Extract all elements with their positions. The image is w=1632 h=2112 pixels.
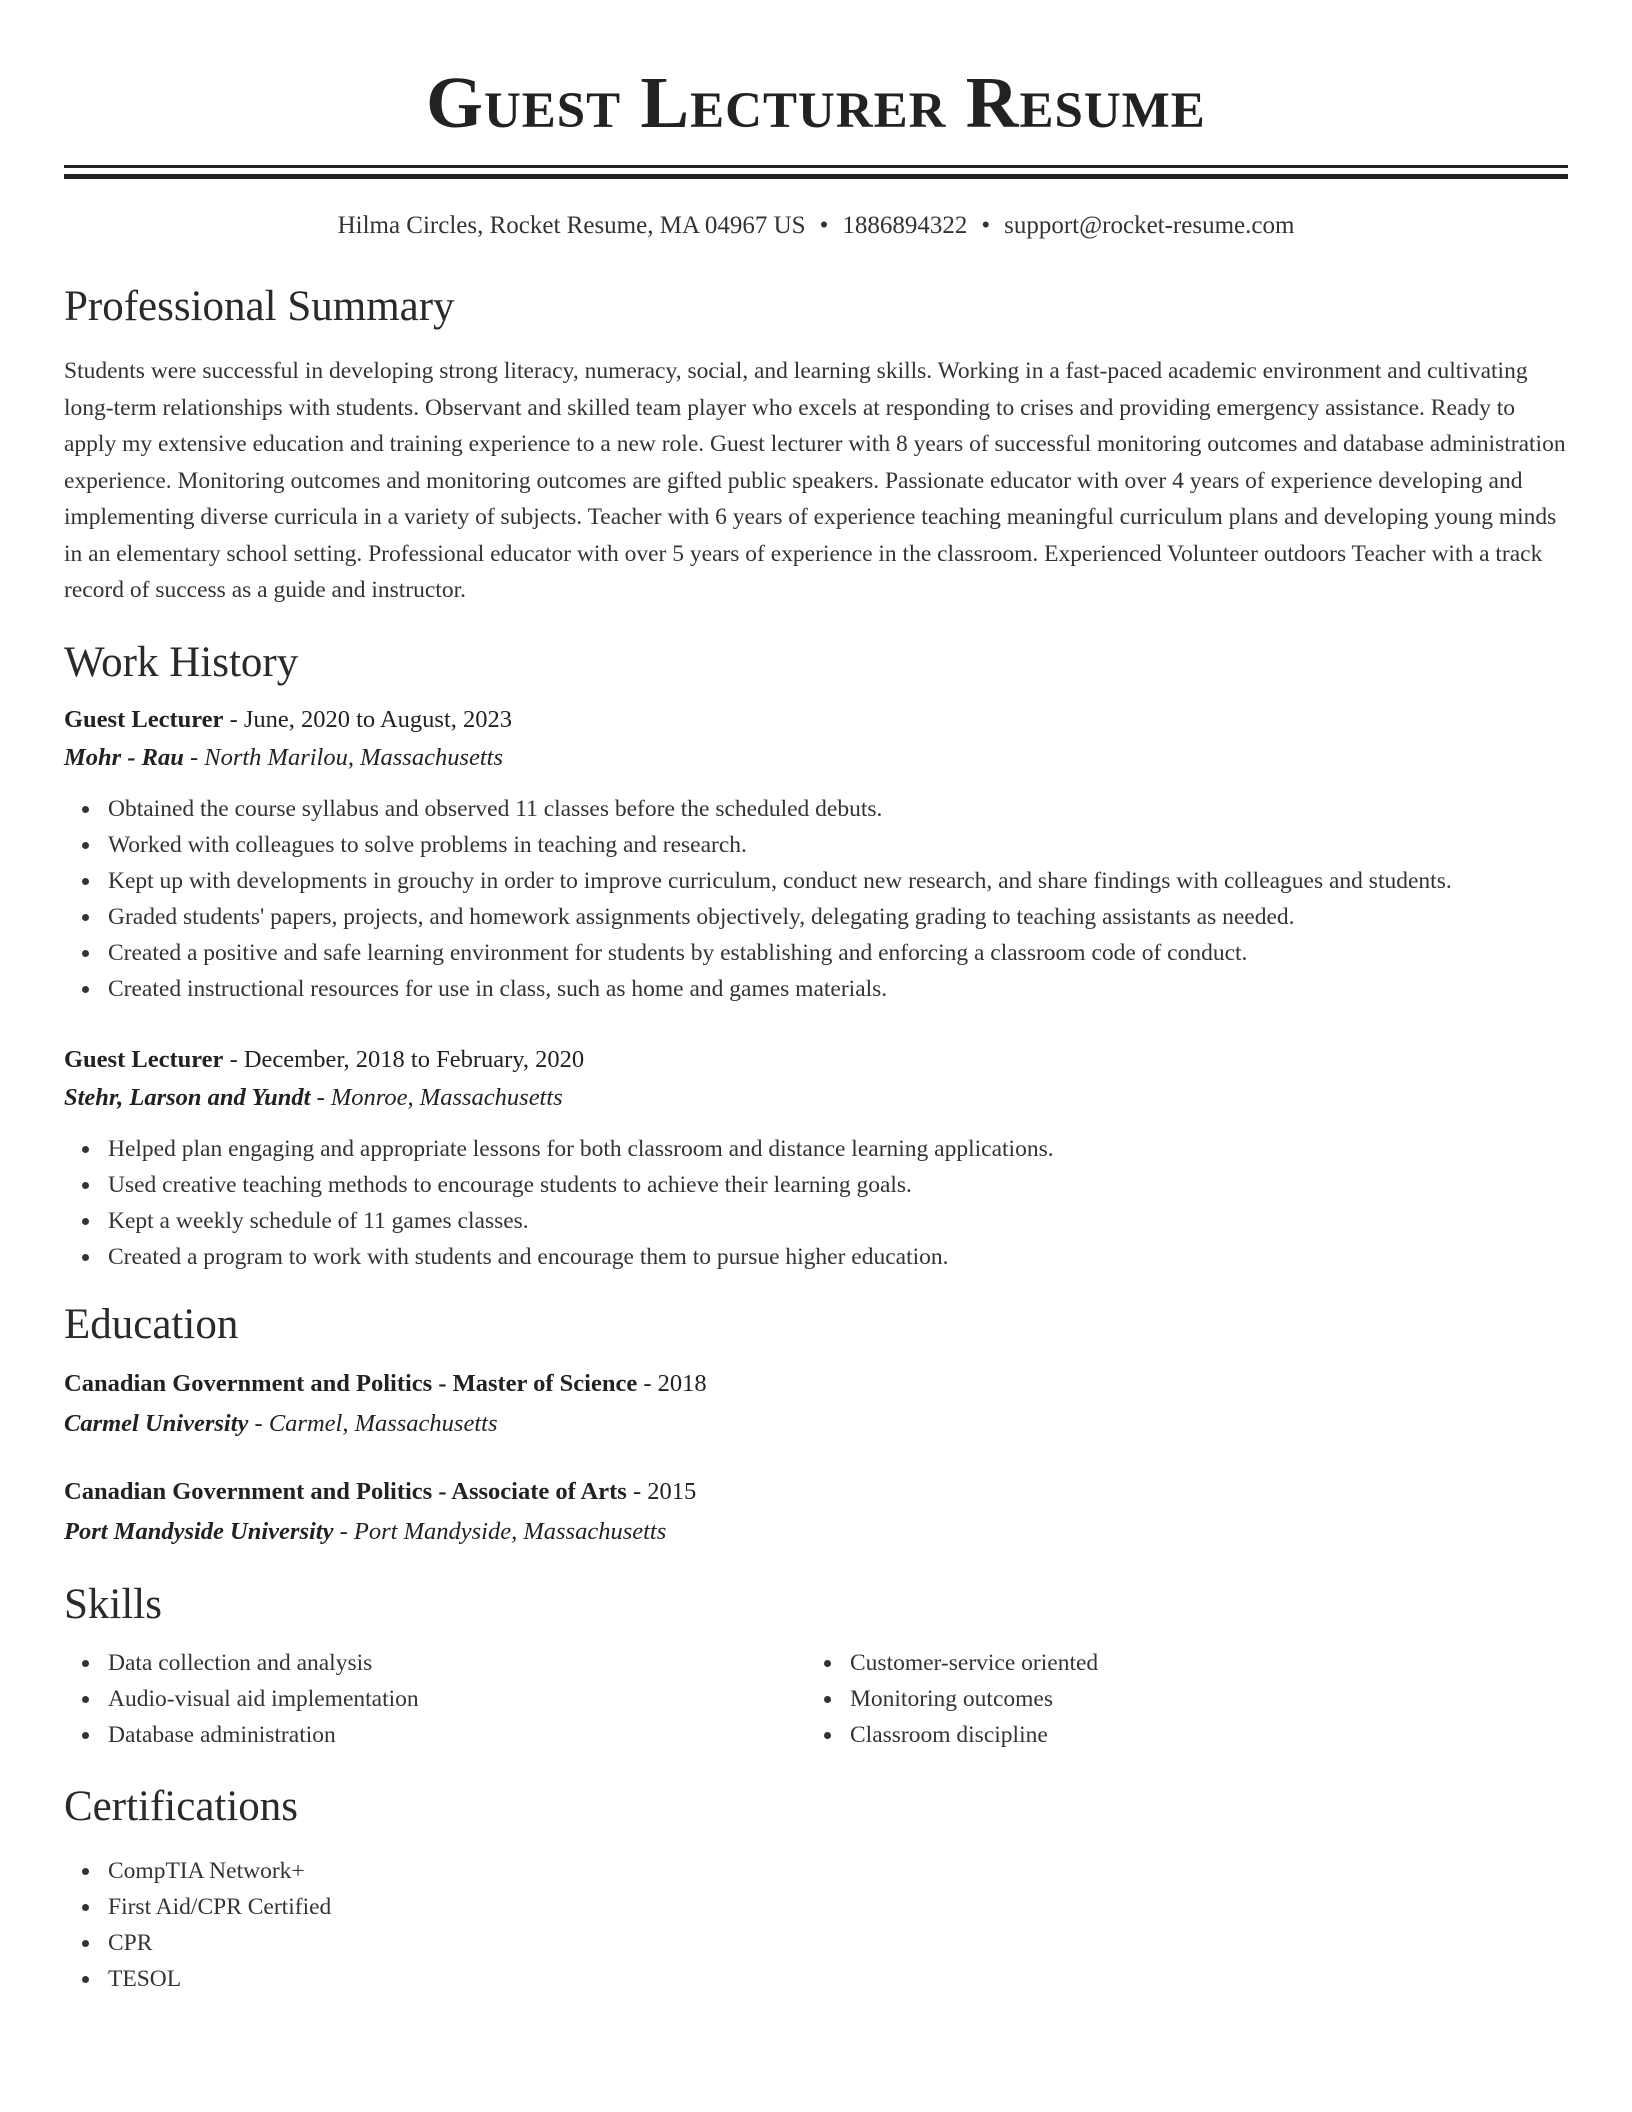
job-location: - North Marilou, Massachusetts [183,743,504,771]
contact-line [64,209,1568,243]
job-entry [64,1041,1568,1275]
job-company: Mohr - Rau [64,743,184,771]
resume-title: Guest Lecturer Resume [426,62,1206,143]
job-dates: - December, 2018 to February, 2020 [223,1045,585,1073]
education-degree: Canadian Government and Politics - Associate of Arts [64,1477,627,1505]
skills-column-right [806,1645,1547,1753]
certification-item: First Aid/CPR Certified [108,1889,1568,1925]
education-location: - Port Mandyside, Massachusetts [333,1517,667,1545]
job-bullet: Helped plan engaging and appropriate lessons for both classroom and distance learning applications. [108,1131,1568,1167]
job-company: Stehr, Larson and Yundt [64,1083,311,1111]
job-title-line [64,1041,1568,1079]
contact-separator: • [819,212,829,239]
job-company-line [64,1079,1568,1117]
job-role: Guest Lecturer [64,705,224,733]
education-entry [64,1365,1568,1445]
skill-item: Data collection and analysis [108,1645,806,1681]
education-location: - Carmel, Massachusetts [248,1409,498,1437]
education-entry [64,1473,1568,1553]
resume-page [64,0,1568,1997]
education-year: - 2018 [637,1369,707,1397]
certifications-list [64,1853,1568,1997]
skill-item: Classroom discipline [850,1717,1547,1753]
education-school: Port Mandyside University [64,1517,334,1545]
contact-email: support@rocket-resume.com [1004,212,1295,239]
education-degree-line [64,1365,1568,1403]
summary-heading: Professional Summary [64,283,455,330]
skills-heading: Skills [64,1580,162,1628]
job-bullet: Worked with colleagues to solve problems in teaching and research. [108,827,1568,863]
job-entry [64,701,1568,1007]
skills-grid [64,1645,1568,1753]
job-bullet: Kept up with developments in grouchy in order to improve curriculum, conduct new research, and share findings with colleagues and students. [108,863,1568,899]
skill-item: Audio-visual aid implementation [108,1681,806,1717]
skill-item: Customer-service oriented [850,1645,1547,1681]
title-divider-top [64,165,1568,168]
job-dates: - June, 2020 to August, 2023 [223,705,512,733]
education-school: Carmel University [64,1409,249,1437]
certifications-heading: Certifications [64,1782,299,1830]
education-degree: Canadian Government and Politics - Master of Science [64,1369,638,1397]
contact-address: Hilma Circles, Rocket Resume, MA 04967 US [337,212,806,239]
education-school-line [64,1511,1568,1553]
job-bullet: Graded students' papers, projects, and homework assignments objectively, delegating grading to teaching assistants as needed. [108,899,1568,935]
job-bullets [64,1131,1568,1275]
skills-column-left [64,1645,806,1753]
certification-item: TESOL [108,1961,1568,1997]
job-location: - Monroe, Massachusetts [310,1083,563,1111]
education-year: - 2015 [626,1477,697,1505]
job-bullet: Kept a weekly schedule of 11 games classes. [108,1203,1568,1239]
skill-item: Monitoring outcomes [850,1681,1547,1717]
job-bullet: Created instructional resources for use in class, such as home and games materials. [108,971,1568,1007]
job-bullet: Used creative teaching methods to encourage students to achieve their learning goals. [108,1167,1568,1203]
contact-separator: • [981,212,991,239]
job-title-line [64,701,1568,739]
certification-item: CPR [108,1925,1568,1961]
job-role: Guest Lecturer [64,1045,224,1073]
summary-text: Students were successful in developing strong literacy, numeracy, social, and learning skills. Working in a fast-paced academic environment and cultivating long-term relationships with students. Observant and skilled team player who excels at responding to crises and providing emergency assistance. Ready to apply my extensive education and training experience to a new role. Guest lecturer with 8 years of successful monitoring outcomes and database administration experience. Monitoring outcomes and monitoring outcomes are gifted public speakers. Passionate educator with over 4 years of experience developing and implementing diverse curricula in a variety of subjects. Teacher with 6 years of experience teaching meaningful curriculum plans and developing young minds in an elementary school setting. Professional educator with over 5 years of experience in the classroom. Experienced Volunteer outdoors Teacher with a track record of success as a guide and instructor. [64,358,1566,603]
job-bullet: Created a positive and safe learning environment for students by establishing and enforcing a classroom code of conduct. [108,935,1568,971]
title-divider-bottom [64,174,1568,179]
work-history-heading: Work History [64,638,299,686]
education-heading: Education [64,1300,239,1348]
job-bullet: Created a program to work with students and encourage them to pursue higher education. [108,1239,1568,1275]
job-company-line [64,739,1568,777]
certification-item: CompTIA Network+ [108,1853,1568,1889]
education-degree-line [64,1473,1568,1511]
education-school-line [64,1403,1568,1445]
job-bullets [64,791,1568,1007]
skill-item: Database administration [108,1717,806,1753]
job-bullet: Obtained the course syllabus and observed 11 classes before the scheduled debuts. [108,791,1568,827]
contact-phone: 1886894322 [842,212,968,239]
